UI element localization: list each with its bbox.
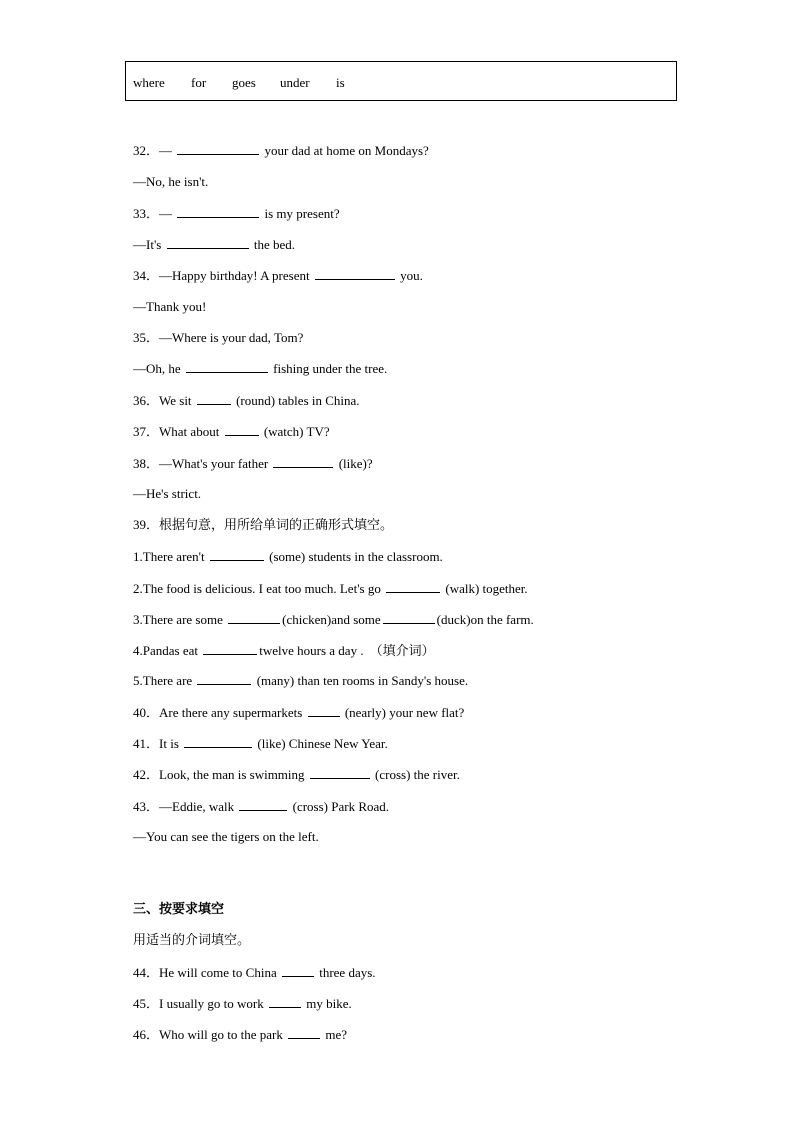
question-number: 41． xyxy=(133,736,160,751)
question-text: (cross) the river. xyxy=(371,767,460,782)
question-number: 32． xyxy=(133,143,160,158)
question-text: (watch) TV? xyxy=(260,424,330,439)
question-text: (like)? xyxy=(335,456,373,471)
question-36 xyxy=(133,392,360,410)
item-text: 4.Pandas eat xyxy=(133,643,202,658)
question-39-item-3 xyxy=(133,611,534,629)
answer-blank[interactable] xyxy=(269,995,301,1008)
answer-blank[interactable] xyxy=(197,392,231,405)
answer-text: —It's xyxy=(133,237,165,252)
answer-blank[interactable] xyxy=(177,205,259,218)
question-text: you. xyxy=(396,268,423,283)
question-32 xyxy=(133,142,429,160)
answer-35 xyxy=(133,360,387,378)
question-text: He will come to China xyxy=(159,965,280,980)
question-number: 36． xyxy=(133,393,160,408)
question-text: me? xyxy=(322,1027,348,1042)
question-text: (round) tables in China. xyxy=(232,393,360,408)
question-text: —Happy birthday! A present xyxy=(159,268,313,283)
answer-blank[interactable] xyxy=(167,236,249,249)
question-text: three days. xyxy=(315,965,376,980)
question-number: 42． xyxy=(133,767,160,782)
question-39-item-2 xyxy=(133,580,528,598)
question-39-item-5 xyxy=(133,672,468,690)
answer-blank[interactable] xyxy=(315,267,395,280)
question-text: (nearly) your new flat? xyxy=(341,705,465,720)
item-text: (duck)on the farm. xyxy=(436,612,534,627)
answer-blank[interactable] xyxy=(282,964,314,977)
item-text: 5.There are xyxy=(133,673,196,688)
question-39-item-4 xyxy=(133,642,435,661)
question-number: 38． xyxy=(133,456,160,471)
word-bank-item: is xyxy=(336,75,345,90)
question-39-item-1 xyxy=(133,548,443,566)
answer-text: —Oh, he xyxy=(133,361,184,376)
question-text: What about xyxy=(159,424,223,439)
question-40 xyxy=(133,704,464,722)
section-instruction: 用适当的介词填空。 xyxy=(133,933,251,948)
answer-blank[interactable] xyxy=(386,580,440,593)
question-text: — xyxy=(159,206,176,221)
question-number: 34． xyxy=(133,268,160,283)
question-instruction: 根据句意，用所给单词的正确形式填空。 xyxy=(159,518,394,533)
question-text: —What's your father xyxy=(159,456,272,471)
answer-blank[interactable] xyxy=(273,455,333,468)
question-text: (like) Chinese New Year. xyxy=(254,736,388,751)
question-number: 45． xyxy=(133,996,160,1011)
answer-32: —No, he isn't. xyxy=(133,174,209,189)
answer-38: —He's strict. xyxy=(133,486,202,501)
question-text: We sit xyxy=(159,393,195,408)
answer-blank[interactable] xyxy=(308,704,340,717)
question-42 xyxy=(133,766,460,784)
question-46 xyxy=(133,1026,347,1044)
question-number: 33． xyxy=(133,206,160,221)
question-33 xyxy=(133,205,340,223)
word-bank-box xyxy=(125,61,677,101)
word-bank-item: under xyxy=(280,75,310,90)
item-text: 2.The food is delicious. I eat too much. Let's go xyxy=(133,581,385,596)
question-number: 46． xyxy=(133,1027,160,1042)
item-text: twelve hours a day . xyxy=(259,643,364,658)
question-text: Are there any supermarkets xyxy=(159,705,306,720)
question-35 xyxy=(133,329,303,347)
word-bank-item: for xyxy=(191,75,207,90)
question-45 xyxy=(133,995,352,1013)
answer-blank[interactable] xyxy=(210,548,264,561)
answer-blank[interactable] xyxy=(239,798,287,811)
question-text: (cross) Park Road. xyxy=(289,799,390,814)
answer-blank[interactable] xyxy=(383,611,435,624)
question-44 xyxy=(133,964,376,982)
answer-blank[interactable] xyxy=(184,735,252,748)
answer-blank[interactable] xyxy=(288,1026,320,1039)
item-text: 3.There are some xyxy=(133,612,227,627)
question-text: — xyxy=(159,143,176,158)
question-number: 43． xyxy=(133,799,160,814)
answer-blank[interactable] xyxy=(225,423,259,436)
item-text: (some) students in the classroom. xyxy=(265,549,443,564)
answer-text: the bed. xyxy=(250,237,295,252)
question-text: —Where is your dad, Tom? xyxy=(159,330,304,345)
answer-blank[interactable] xyxy=(203,642,257,655)
question-text: is my present? xyxy=(261,206,340,221)
item-text: (many) than ten rooms in Sandy's house. xyxy=(253,673,469,688)
question-number: 40． xyxy=(133,705,160,720)
question-number: 35． xyxy=(133,330,160,345)
item-note: （填介词） xyxy=(369,644,435,659)
question-text: Look, the man is swimming xyxy=(159,767,308,782)
question-text: I usually go to work xyxy=(159,996,267,1011)
answer-blank[interactable] xyxy=(177,142,259,155)
question-text: my bike. xyxy=(302,996,352,1011)
answer-text: fishing under the tree. xyxy=(269,361,388,376)
answer-33 xyxy=(133,236,295,254)
question-38 xyxy=(133,455,373,473)
question-text: It is xyxy=(159,736,183,751)
question-34 xyxy=(133,267,423,285)
answer-blank[interactable] xyxy=(310,766,370,779)
question-number: 37． xyxy=(133,424,160,439)
question-37 xyxy=(133,423,330,441)
question-41 xyxy=(133,735,388,753)
item-text: (chicken)and some xyxy=(282,612,381,627)
question-text: —Eddie, walk xyxy=(159,799,238,814)
question-text: Who will go to the park xyxy=(159,1027,287,1042)
question-43 xyxy=(133,798,389,816)
item-text: (walk) together. xyxy=(442,581,528,596)
question-text: your dad at home on Mondays? xyxy=(261,143,429,158)
answer-43: —You can see the tigers on the left. xyxy=(133,829,319,844)
answer-blank[interactable] xyxy=(228,611,280,624)
answer-34: —Thank you! xyxy=(133,299,207,314)
answer-blank[interactable] xyxy=(186,360,268,373)
answer-blank[interactable] xyxy=(197,672,251,685)
question-39 xyxy=(133,516,393,535)
word-bank-item: goes xyxy=(232,75,256,90)
section-heading: 三、按要求填空 xyxy=(133,902,225,917)
word-bank-item: where xyxy=(133,75,165,90)
item-text: 1.There aren't xyxy=(133,549,208,564)
question-number: 44． xyxy=(133,965,160,980)
question-number: 39． xyxy=(133,517,160,532)
